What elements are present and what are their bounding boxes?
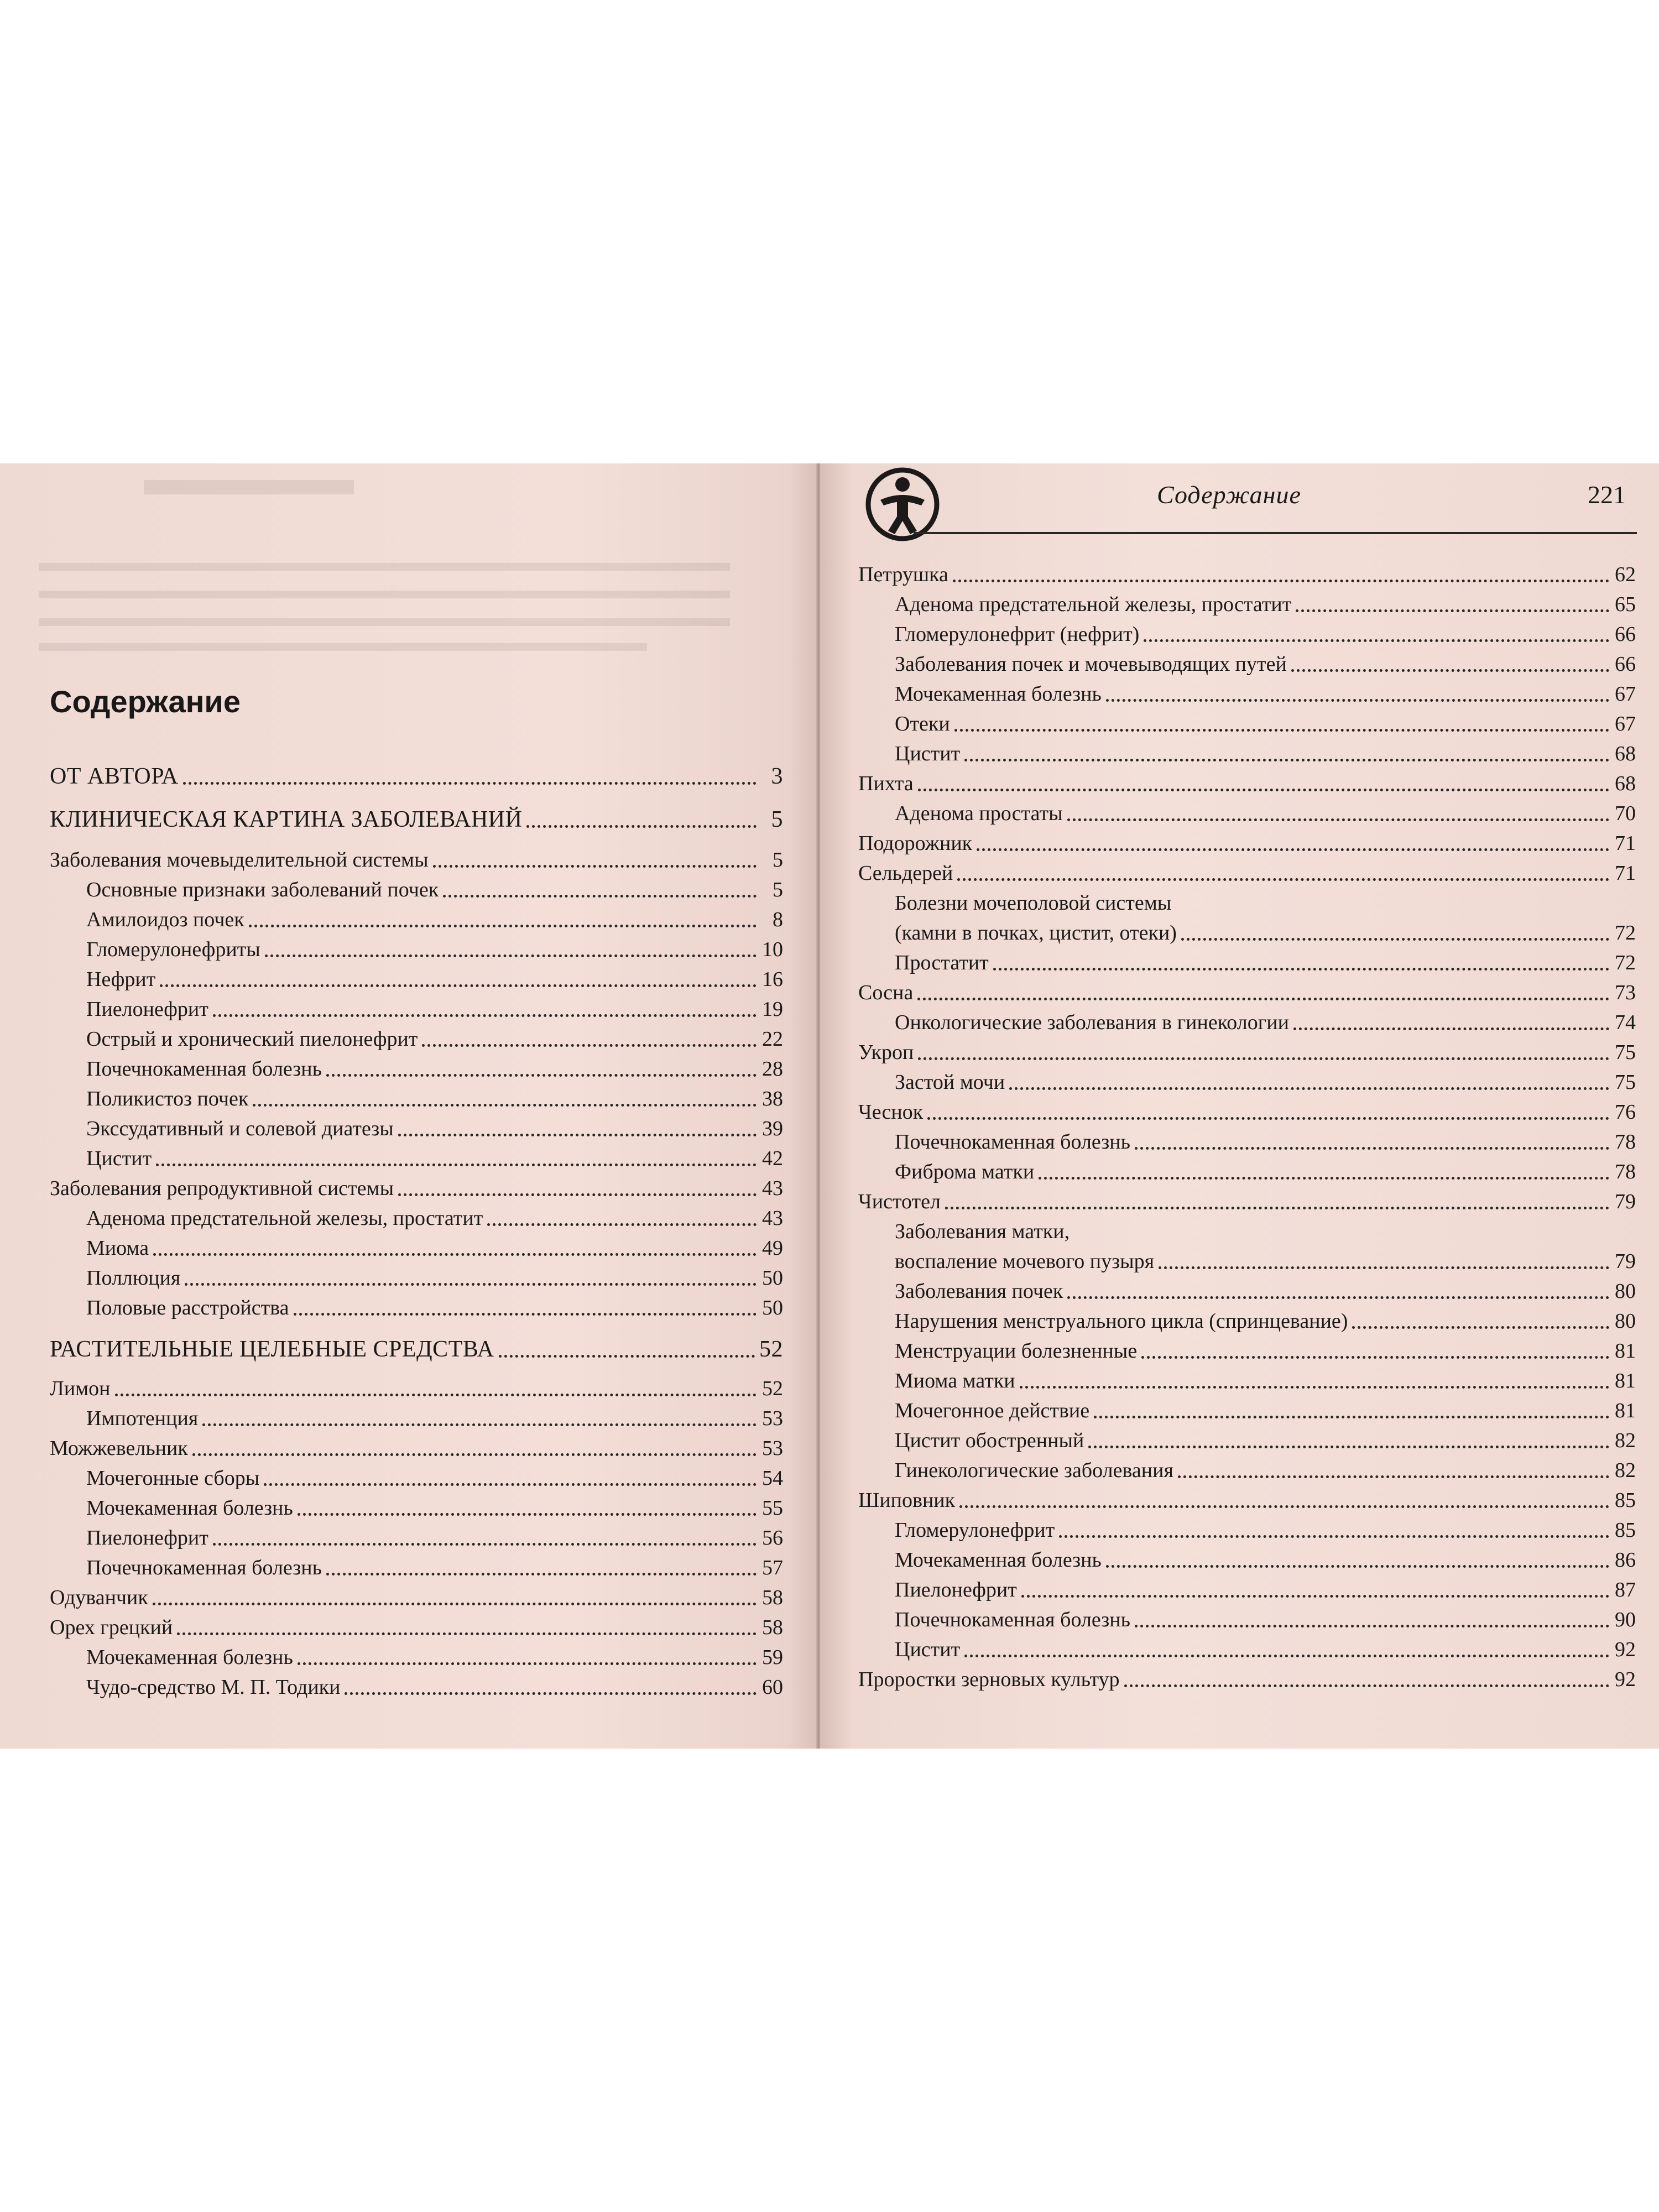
toc-entry-page: 19 <box>762 998 783 1021</box>
toc-entry-page: 38 <box>762 1087 783 1111</box>
dot-leader <box>433 865 757 868</box>
toc-entry-page: 49 <box>762 1237 783 1260</box>
toc-entry[interactable] <box>50 1291 783 1321</box>
dot-leader <box>1067 1296 1609 1299</box>
toc-entry[interactable] <box>50 873 783 902</box>
toc-entry-label: Цистит <box>895 1638 961 1662</box>
dot-leader <box>253 1104 757 1107</box>
toc-entry-label: Сосна <box>858 981 914 1005</box>
toc-entry-page: 60 <box>762 1676 783 1699</box>
toc-entry[interactable] <box>858 647 1636 677</box>
toc-entry[interactable] <box>50 1580 783 1610</box>
toc-entry-page: 67 <box>1615 712 1636 736</box>
toc-entry-label: воспаление мочевого пузыря <box>895 1250 1155 1274</box>
toc-entry-page: 59 <box>762 1646 783 1670</box>
toc-entry-page: 50 <box>762 1296 783 1320</box>
toc-entry-page: 53 <box>762 1407 783 1431</box>
toc-entry[interactable] <box>858 557 1636 587</box>
toc-entry-label: (камни в почках, цистит, отеки) <box>895 921 1177 945</box>
human-figure-emblem-icon <box>864 466 941 543</box>
dot-leader <box>160 984 757 987</box>
toc-entry-page: 54 <box>762 1467 783 1490</box>
toc-entry[interactable] <box>50 932 783 962</box>
dot-leader <box>153 1253 757 1256</box>
dot-leader <box>954 729 1609 732</box>
toc-entry-label: Шиповник <box>858 1489 956 1512</box>
toc-entry[interactable] <box>858 1573 1636 1603</box>
toc-entry[interactable] <box>50 1431 783 1461</box>
dot-leader <box>185 1283 757 1286</box>
toc-entry-label: Чудо-средство М. П. Тодики <box>86 1676 341 1699</box>
toc-entry[interactable] <box>858 1543 1636 1573</box>
toc-entry-label: Лимон <box>50 1377 111 1401</box>
toc-entry[interactable] <box>858 1214 1636 1244</box>
toc-entry[interactable] <box>50 962 783 992</box>
toc-entry[interactable] <box>858 677 1636 707</box>
toc-entry-page: 70 <box>1615 802 1636 826</box>
toc-entry-label: Амилоидоз почек <box>86 908 244 932</box>
toc-entry-page: 92 <box>1615 1638 1636 1662</box>
dot-leader <box>115 1394 757 1396</box>
toc-entry-page: 78 <box>1615 1160 1636 1184</box>
toc-entry[interactable] <box>858 946 1636 975</box>
toc-entry-label: Пиелонефрит <box>86 998 208 1021</box>
toc-entry-label: Онкологические заболевания в гинекологии <box>895 1011 1289 1035</box>
dot-leader <box>1106 699 1609 702</box>
toc-entry-label: Аденома предстательной железы, простатит <box>895 593 1292 617</box>
toc-entry-page: 73 <box>1615 981 1636 1005</box>
dot-leader <box>326 1573 757 1575</box>
toc-entry[interactable] <box>50 1371 783 1401</box>
toc-entry-page: 5 <box>773 848 783 872</box>
dot-leader <box>443 895 757 898</box>
toc-entry[interactable] <box>50 1171 783 1201</box>
dot-leader <box>957 878 1609 881</box>
toc-entry-page: 81 <box>1615 1339 1636 1363</box>
toc-entry-page: 53 <box>762 1437 783 1460</box>
dot-leader <box>1067 818 1609 821</box>
toc-entry-page: 72 <box>1615 921 1636 945</box>
toc-entry-label: Половые расстройства <box>86 1296 289 1320</box>
toc-entry-page: 52 <box>759 1336 783 1362</box>
toc-entry-page: 79 <box>1615 1190 1636 1214</box>
toc-entry-label: КЛИНИЧЕСКАЯ КАРТИНА ЗАБОЛЕВАНИЙ <box>50 806 523 832</box>
dot-leader <box>977 848 1609 851</box>
toc-entry[interactable] <box>858 1453 1636 1483</box>
dot-leader <box>192 1453 757 1456</box>
dot-leader <box>945 1207 1609 1209</box>
dot-leader <box>993 968 1609 971</box>
dot-leader <box>1135 1147 1609 1150</box>
toc-entry-label: Пиелонефрит <box>895 1578 1017 1602</box>
toc-entry-page: 43 <box>762 1207 783 1230</box>
dot-leader <box>1021 1595 1609 1598</box>
dot-leader <box>183 782 757 785</box>
toc-entry-page: 86 <box>1615 1548 1636 1572</box>
dot-leader <box>1291 669 1609 672</box>
toc-entry-label: Аденома предстательной железы, простатит <box>86 1207 483 1230</box>
toc-entry-label: Петрушка <box>858 563 948 587</box>
dot-leader <box>1159 1266 1609 1269</box>
dot-leader <box>249 925 757 927</box>
toc-entry[interactable] <box>50 803 783 833</box>
show-through-text <box>33 474 752 651</box>
toc-entry[interactable] <box>858 1483 1636 1513</box>
toc-entry-label: Экссудативный и солевой диатезы <box>86 1117 394 1141</box>
toc-entry-label: Почечнокаменная болезнь <box>86 1556 322 1580</box>
toc-entry-label: РАСТИТЕЛЬНЫЕ ЦЕЛЕБНЫЕ СРЕДСТВА <box>50 1336 494 1362</box>
book-spread <box>0 463 1659 1749</box>
dot-leader <box>156 1164 757 1166</box>
dot-leader <box>499 1355 755 1358</box>
toc-entry-label: Миома матки <box>895 1369 1015 1393</box>
dot-leader <box>1181 938 1609 941</box>
toc-entry-page: 74 <box>1615 1011 1636 1035</box>
dot-leader <box>326 1074 757 1077</box>
dot-leader <box>1009 1087 1609 1090</box>
toc-entry[interactable] <box>858 1662 1636 1692</box>
toc-entry[interactable] <box>858 1364 1636 1394</box>
toc-entry[interactable] <box>50 1082 783 1112</box>
toc-entry[interactable] <box>858 1632 1636 1662</box>
toc-entry[interactable] <box>50 1112 783 1141</box>
toc-entry-label: Гломерулонефрит (нефрит) <box>895 623 1140 646</box>
toc-entry-label: Проростки зерновых культур <box>858 1668 1120 1692</box>
dot-leader <box>917 998 1609 1000</box>
toc-entry-label: Чеснок <box>858 1100 924 1124</box>
dot-leader <box>918 789 1609 791</box>
toc-entry[interactable] <box>858 1125 1636 1155</box>
toc-entry-label: Цистит <box>895 742 961 766</box>
toc-entry-label: Почечнокаменная болезнь <box>895 1130 1130 1154</box>
toc-entry[interactable] <box>50 843 783 873</box>
toc-entry-page: 71 <box>1615 862 1636 885</box>
dot-leader <box>1178 1475 1609 1478</box>
toc-entry[interactable] <box>50 902 783 932</box>
toc-entry-page: 39 <box>762 1117 783 1141</box>
toc-entry[interactable] <box>858 1423 1636 1453</box>
dot-leader <box>1094 1416 1609 1418</box>
left-page <box>0 463 820 1749</box>
toc-entry[interactable] <box>50 1610 783 1640</box>
toc-entry[interactable] <box>858 587 1636 617</box>
toc-entry[interactable] <box>858 1394 1636 1423</box>
dot-leader <box>1296 609 1609 612</box>
toc-entry-page: 8 <box>773 908 783 932</box>
dot-leader <box>487 1223 757 1226</box>
toc-entry-label: Орех грецкий <box>50 1616 173 1640</box>
dot-leader <box>177 1632 757 1635</box>
toc-entry-page: 75 <box>1615 1071 1636 1094</box>
dot-leader <box>1088 1446 1609 1448</box>
toc-entry-page: 81 <box>1615 1399 1636 1423</box>
toc-entry-page: 56 <box>762 1526 783 1550</box>
toc-entry-label: Цистит <box>86 1147 152 1171</box>
page-number: 221 <box>1588 481 1626 509</box>
dot-leader <box>398 1134 757 1136</box>
toc-entry[interactable] <box>858 1603 1636 1632</box>
dot-leader <box>526 825 757 828</box>
toc-entry-page: 66 <box>1615 623 1636 646</box>
dot-leader <box>1039 1177 1609 1180</box>
toc-entry-page: 76 <box>1615 1100 1636 1124</box>
toc-entry[interactable] <box>858 617 1636 647</box>
toc-entry[interactable] <box>858 826 1636 856</box>
toc-entry-page: 68 <box>1615 742 1636 766</box>
dot-leader <box>953 580 1609 582</box>
toc-entry-page: 67 <box>1615 682 1636 706</box>
toc-entry-label: Фиброма матки <box>895 1160 1035 1184</box>
toc-entry-page: 85 <box>1615 1489 1636 1512</box>
toc-entry[interactable] <box>50 1201 783 1231</box>
toc-entry[interactable] <box>50 992 783 1022</box>
dot-leader <box>1293 1027 1609 1030</box>
toc-entry-page: 68 <box>1615 772 1636 796</box>
toc-entry[interactable] <box>858 1005 1636 1035</box>
toc-entry-label: Мочегонное действие <box>895 1399 1090 1423</box>
toc-entry-page: 42 <box>762 1147 783 1171</box>
toc-entry[interactable] <box>50 1022 783 1052</box>
toc-entry[interactable] <box>858 1185 1636 1214</box>
toc-entry-page: 43 <box>762 1177 783 1201</box>
running-title: Содержание <box>1157 481 1301 509</box>
toc-entry-label: Нефрит <box>86 968 156 992</box>
toc-entry-label: Заболевания почек и мочевыводящих путей <box>895 653 1287 676</box>
toc-entry[interactable] <box>50 1551 783 1580</box>
toc-entry[interactable] <box>50 1491 783 1521</box>
toc-entry-page: 3 <box>771 763 783 789</box>
dot-leader <box>202 1423 757 1426</box>
toc-entry-label: Болезни мочеполовой системы <box>895 891 1172 915</box>
toc-entry-page: 79 <box>1615 1250 1636 1274</box>
toc-entry-page: 22 <box>762 1027 783 1051</box>
toc-entry-page: 85 <box>1615 1519 1636 1542</box>
toc-entry-page: 92 <box>1615 1668 1636 1692</box>
toc-entry-label: Поллюция <box>86 1266 181 1290</box>
toc-entry[interactable] <box>858 1095 1636 1125</box>
toc-entry-label: ОТ АВТОРА <box>50 763 179 789</box>
toc-entry-page: 5 <box>771 806 783 832</box>
toc-entry[interactable] <box>858 796 1636 826</box>
toc-entry-page: 5 <box>773 878 783 902</box>
toc-entry-label: Мочекаменная болезнь <box>895 1548 1102 1572</box>
dot-leader <box>294 1313 757 1316</box>
toc-entry-label: Основные признаки заболеваний почек <box>86 878 439 902</box>
dot-leader <box>213 1543 757 1546</box>
toc-entry-label: Заболевания матки, <box>895 1220 1070 1244</box>
toc-entry-page: 52 <box>762 1377 783 1401</box>
dot-leader <box>1020 1386 1609 1389</box>
toc-entry-page: 82 <box>1615 1459 1636 1483</box>
toc-entry-page: 71 <box>1615 832 1636 855</box>
toc-entry-page: 80 <box>1615 1310 1636 1333</box>
toc-entry-page: 55 <box>762 1496 783 1520</box>
toc-entry[interactable] <box>858 916 1636 946</box>
dot-leader <box>213 1014 757 1017</box>
toc-entry-label: Аденома простаты <box>895 802 1063 826</box>
toc-entry-label: Мочекаменная болезнь <box>86 1496 293 1520</box>
toc-entry-label: Простатит <box>895 951 989 975</box>
toc-entry-label: Заболевания почек <box>895 1280 1063 1303</box>
toc-entry-page: 10 <box>762 938 783 962</box>
dot-leader <box>1124 1684 1609 1687</box>
toc-entry[interactable] <box>858 1274 1636 1304</box>
toc-entry-label: Цистит обостренный <box>895 1429 1084 1453</box>
toc-entry-page: 62 <box>1615 563 1636 587</box>
toc-entry-label: Миома <box>86 1237 149 1260</box>
toc-entry[interactable] <box>50 1401 783 1431</box>
toc-entry-page: 82 <box>1615 1429 1636 1453</box>
toc-entry-page: 75 <box>1615 1041 1636 1065</box>
dot-leader <box>398 1193 757 1196</box>
toc-entry[interactable] <box>50 1461 783 1491</box>
toc-entry-label: Поликистоз почек <box>86 1087 249 1111</box>
dot-leader <box>1135 1625 1609 1627</box>
toc-entry-label: Мочегонные сборы <box>86 1467 260 1490</box>
toc-entry-label: Одуванчик <box>50 1586 148 1610</box>
toc-entry-label: Можжевельник <box>50 1437 188 1460</box>
toc-entry[interactable] <box>858 707 1636 737</box>
toc-entry-page: 80 <box>1615 1280 1636 1303</box>
dot-leader <box>1352 1326 1609 1329</box>
dot-leader <box>1141 1356 1609 1359</box>
toc-entry-label: Гломерулонефриты <box>86 938 260 962</box>
toc-entry[interactable] <box>858 1334 1636 1364</box>
dot-leader <box>264 1483 757 1486</box>
dot-leader <box>1059 1535 1609 1538</box>
toc-entry-page: 16 <box>762 968 783 992</box>
toc-entry[interactable] <box>50 1141 783 1171</box>
toc-entry-page: 66 <box>1615 653 1636 676</box>
toc-entry-label: Заболевания репродуктивной системы <box>50 1177 394 1201</box>
dot-leader <box>1144 639 1609 642</box>
toc-entry[interactable] <box>50 1640 783 1670</box>
toc-entry[interactable] <box>50 1333 783 1363</box>
toc-entry-page: 78 <box>1615 1130 1636 1154</box>
toc-entry-label: Чистотел <box>858 1190 941 1214</box>
toc-entry[interactable] <box>50 1261 783 1291</box>
dot-leader <box>153 1603 757 1605</box>
dot-leader <box>918 1057 1609 1060</box>
toc-entry-label: Гломерулонефрит <box>895 1519 1055 1542</box>
toc-entry-label: Сельдерей <box>858 862 953 885</box>
toc-entry-label: Острый и хронический пиелонефрит <box>86 1027 418 1051</box>
toc-entry-page: 58 <box>762 1586 783 1610</box>
right-page <box>820 463 1659 1749</box>
dot-leader <box>422 1044 757 1047</box>
dot-leader <box>265 954 757 957</box>
toc-entry-page: 50 <box>762 1266 783 1290</box>
toc-entry-label: Нарушения менструального цикла (спринцевание) <box>895 1310 1348 1333</box>
toc-entry[interactable] <box>50 1670 783 1700</box>
toc-entry-label: Менструации болезненные <box>895 1339 1138 1363</box>
dot-leader <box>1106 1565 1609 1568</box>
toc-entry-label: Подорожник <box>858 832 973 855</box>
page-title: Содержание <box>50 684 241 719</box>
toc-entry[interactable] <box>858 1065 1636 1095</box>
toc-entry-label: Мочекаменная болезнь <box>895 682 1102 706</box>
toc-entry-label: Отеки <box>895 712 950 736</box>
dot-leader <box>964 759 1609 761</box>
toc-entry[interactable] <box>50 760 783 790</box>
toc-entry-page: 87 <box>1615 1578 1636 1602</box>
toc-entry-label: Укроп <box>858 1041 914 1065</box>
dot-leader <box>927 1117 1609 1120</box>
toc-entry[interactable] <box>858 1035 1636 1065</box>
toc-entry-page: 90 <box>1615 1608 1636 1632</box>
toc-entry[interactable] <box>858 1155 1636 1185</box>
toc-entry[interactable] <box>50 1521 783 1551</box>
toc-entry-page: 72 <box>1615 951 1636 975</box>
toc-entry-page: 65 <box>1615 593 1636 617</box>
running-head <box>820 463 1659 546</box>
dot-leader <box>298 1662 757 1665</box>
toc-entry[interactable] <box>858 1513 1636 1543</box>
toc-entry[interactable] <box>858 886 1636 916</box>
toc-entry[interactable] <box>858 1304 1636 1334</box>
dot-leader <box>959 1505 1609 1508</box>
dot-leader <box>298 1513 757 1516</box>
header-rule <box>914 532 1637 534</box>
toc-entry-page: 58 <box>762 1616 783 1640</box>
toc-entry[interactable] <box>50 1052 783 1082</box>
toc-entry-label: Почечнокаменная болезнь <box>895 1608 1130 1632</box>
toc-entry-page: 81 <box>1615 1369 1636 1393</box>
toc-entry-page: 28 <box>762 1057 783 1081</box>
toc-entry[interactable] <box>858 766 1636 796</box>
toc-entry[interactable] <box>858 856 1636 886</box>
toc-entry[interactable] <box>858 1244 1636 1274</box>
toc-entry-label: Гинекологические заболевания <box>895 1459 1173 1483</box>
toc-entry[interactable] <box>858 737 1636 766</box>
toc-entry-label: Заболевания мочевыделительной системы <box>50 848 429 872</box>
toc-entry-label: Мочекаменная болезнь <box>86 1646 293 1670</box>
toc-entry-label: Почечнокаменная болезнь <box>86 1057 322 1081</box>
toc-entry-label: Импотенция <box>86 1407 199 1431</box>
toc-entry-page: 57 <box>762 1556 783 1580</box>
toc-entry[interactable] <box>858 975 1636 1005</box>
dot-leader <box>964 1655 1609 1657</box>
toc-entry-label: Застой мочи <box>895 1071 1005 1094</box>
toc-entry-label: Пиелонефрит <box>86 1526 208 1550</box>
dot-leader <box>345 1692 757 1695</box>
toc-entry[interactable] <box>50 1231 783 1261</box>
toc-entry-label: Пихта <box>858 772 914 796</box>
